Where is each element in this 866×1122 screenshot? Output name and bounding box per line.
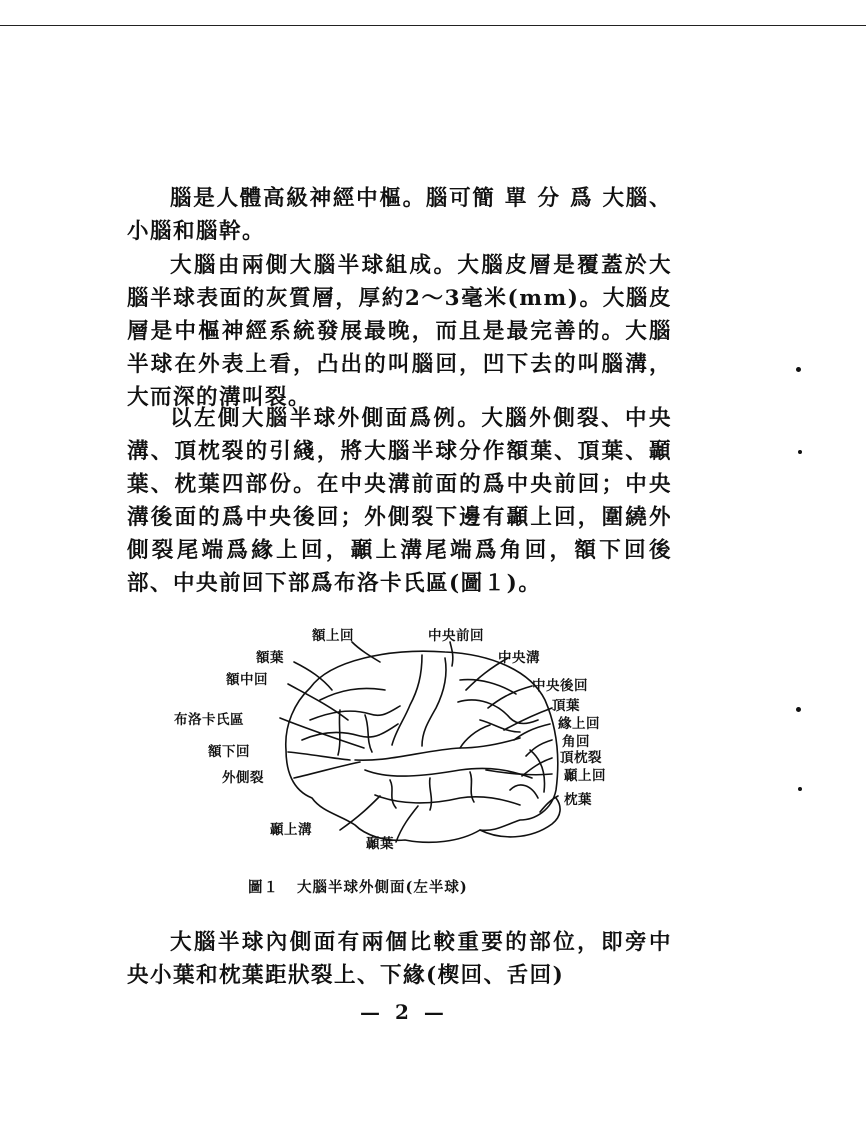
margin-mark — [798, 787, 802, 791]
label-ding-zhen-lie: 頂枕裂 — [560, 750, 602, 766]
label-nie-shang-gou: 顳上溝 — [270, 822, 312, 838]
paragraph-1: 腦是人體高級神經中樞。腦可簡 單 分 爲 大腦、小腦和腦幹。 — [127, 186, 672, 244]
label-e-xia-hui: 額下回 — [208, 744, 250, 760]
caption-text: 大腦半球外側面(左半球) — [297, 879, 468, 896]
page-number: — 2 — — [360, 1000, 448, 1024]
label-zhong-yang-gou: 中央溝 — [498, 650, 540, 666]
brain-figure — [160, 620, 640, 860]
margin-mark — [798, 450, 802, 454]
margin-mark — [796, 707, 801, 712]
label-jiao-hui: 角回 — [562, 734, 590, 750]
label-bu-luo-ka: 布洛卡氏區 — [174, 712, 244, 728]
paragraph-2: 大腦由兩側大腦半球組成。大腦皮層是覆蓋於大腦半球表面的灰質層，厚約2～3毫米(mm)。大腦皮層是中樞神經系統發展最晚，而且是最完善的。大腦半球在外表上看，凸出的叫腦回，凹下去的叫腦溝，大而深的溝叫裂。 — [127, 253, 672, 410]
label-nie-ye: 顳葉 — [366, 836, 394, 852]
label-e-shang-hui: 額上回 — [312, 628, 354, 644]
label-yuan-shang-hui: 緣上回 — [558, 716, 600, 732]
caption-number: 圖１ — [248, 879, 279, 896]
margin-mark — [796, 367, 801, 372]
paragraph-3: 以左側大腦半球外側面爲例。大腦外側裂、中央溝、頂枕裂的引綫，將大腦半球分作額葉、頂葉、顳葉、枕葉四部份。在中央溝前面的爲中央前回；中央溝後面的爲中央後回；外側裂下邊有顳上回，圍繞外側裂尾端爲緣上回，顳上溝尾端爲角回，額下回後部、中央前回下部爲布洛卡氏區(圖１)。 — [127, 406, 672, 596]
paragraph-4: 大腦半球內側面有兩個比較重要的部位，即旁中央小葉和枕葉距狀裂上、下緣(楔回、舌回) — [127, 930, 672, 988]
label-e-ye: 額葉 — [256, 650, 284, 666]
top-rule — [0, 25, 866, 26]
label-nie-shang-hui: 顳上回 — [564, 768, 606, 784]
label-ding-ye: 頂葉 — [552, 698, 580, 714]
label-e-zhong-hui: 額中回 — [226, 672, 268, 688]
label-zhong-yang-hou-hui: 中央後回 — [532, 678, 588, 694]
figure-caption — [248, 876, 468, 897]
label-zhen-ye: 枕葉 — [564, 792, 592, 808]
label-zhong-yang-qian-hui: 中央前回 — [428, 628, 484, 644]
label-wai-ce-lie: 外側裂 — [222, 770, 264, 786]
